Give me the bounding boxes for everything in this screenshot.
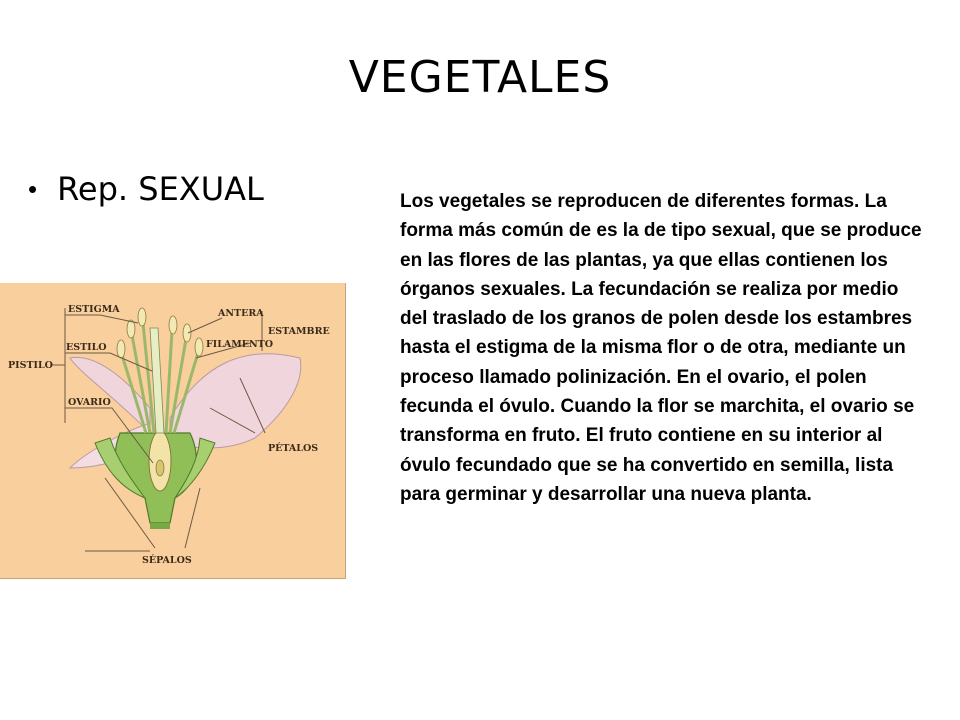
stem-shape <box>150 523 170 529</box>
label-ovario: OVARIO <box>68 397 111 408</box>
bullet-dot-icon: • <box>28 174 38 204</box>
label-estigma: ESTIGMA <box>68 304 120 315</box>
label-estambre: ESTAMBRE <box>268 326 330 337</box>
label-antera: ANTERA <box>218 308 264 319</box>
label-filamento: FILAMENTO <box>206 339 274 350</box>
ovule-shape <box>156 460 164 476</box>
label-petalos: PÉTALOS <box>268 443 319 454</box>
label-pistilo: PISTILO <box>8 360 53 371</box>
flower-diagram-illustration <box>0 283 345 578</box>
flower-diagram <box>0 283 346 579</box>
label-estilo: ESTILO <box>66 342 107 353</box>
anthers-group <box>117 308 203 358</box>
bullet-item <box>28 170 264 208</box>
label-sepalos: SÉPALOS <box>142 555 192 566</box>
slide-title: VEGETALES <box>348 52 612 103</box>
bullet-text: Rep. SEXUAL <box>57 170 264 208</box>
body-paragraph: Los vegetales se reproducen de diferentes formas. La forma más común de es la de tipo sexual, que se produce en las flores de las plantas, ya que ellas contienen los órganos sexuales. La fecundación se realiza por medio del traslado de los granos de polen desde los estambres hasta el estigma de la misma flor o de otra, mediante un proceso llamado polinización. En el ovario, el polen fecunda el óvulo. Cuando la flor se marchita, el ovario se transforma en fruto. El fruto contiene en su interior al óvulo fecundado que se ha convertido en semilla, lista para germinar y desarrollar una nueva planta. <box>400 191 922 505</box>
